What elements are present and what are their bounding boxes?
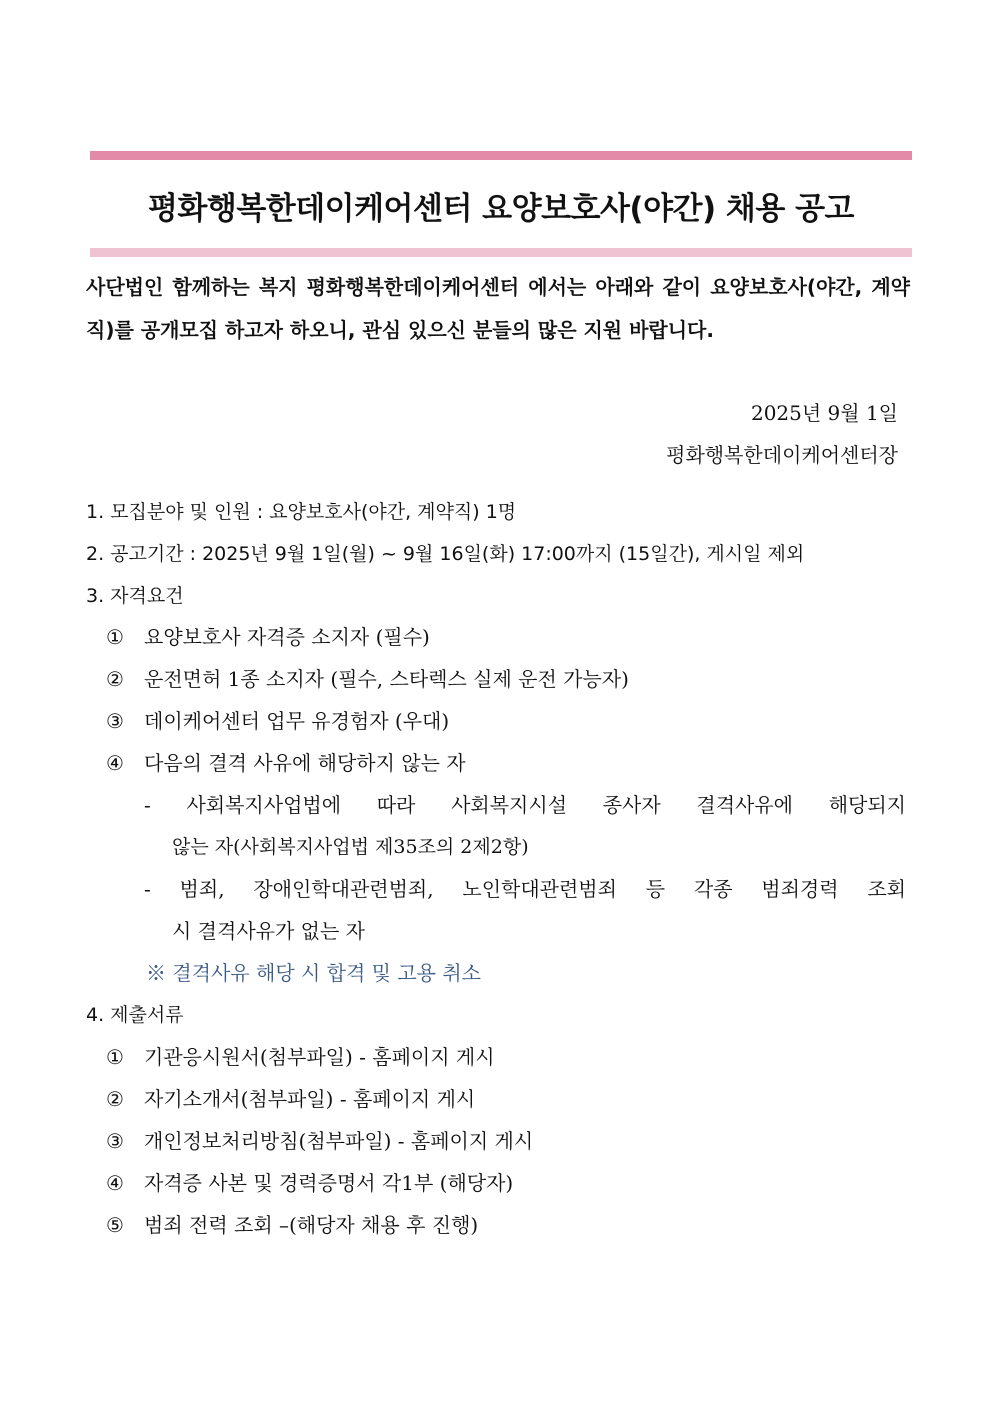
disqualification-item-1: - 사회복지사업법에 따라 사회복지시설 종사자 결격사유에 해당되지	[144, 793, 906, 817]
item-number: ⑤	[106, 1213, 124, 1237]
item-text: 데이케어센터 업무 유경험자 (우대)	[144, 709, 450, 733]
item-text: 범죄 전력 조회 –(해당자 채용 후 진행)	[144, 1213, 479, 1237]
item-number: ③	[106, 709, 124, 733]
section-qualifications-heading: 3. 자격요건	[86, 585, 184, 607]
title-bottom-bar	[90, 248, 912, 257]
list-item	[106, 1037, 495, 1077]
section-recruitment: 1. 모집분야 및 인원 : 요양보호사(야간, 계약직) 1명	[86, 501, 517, 523]
section-documents-heading: 4. 제출서류	[86, 1004, 184, 1026]
announcement-date: 2025년 9월 1일	[750, 401, 898, 425]
item-text: 다음의 결격 사유에 해당하지 않는 자	[144, 751, 466, 775]
item-number: ④	[106, 1171, 124, 1195]
item-number: ②	[106, 1087, 124, 1111]
list-item	[106, 743, 466, 783]
item-number: ③	[106, 1129, 124, 1153]
item-text: 운전면허 1종 소지자 (필수, 스타렉스 실제 운전 가능자)	[144, 667, 629, 691]
item-number: ④	[106, 751, 124, 775]
section-period: 2. 공고기간 : 2025년 9월 1일(월) ~ 9월 16일(화) 17:00까지 (15일간), 게시일 제외	[86, 543, 805, 565]
list-item	[106, 617, 430, 657]
item-number: ②	[106, 667, 124, 691]
list-item	[106, 1121, 533, 1161]
disqualification-item-2-continued: 시 결격사유가 없는 자	[172, 919, 365, 943]
item-text: 자기소개서(첨부파일) - 홈페이지 게시	[144, 1087, 476, 1111]
disqualification-item-2: - 범죄, 장애인학대관련범죄, 노인학대관련범죄 등 각종 범죄경력 조회	[144, 877, 906, 901]
item-text: 기관응시원서(첨부파일) - 홈페이지 게시	[144, 1045, 495, 1069]
list-item	[106, 659, 629, 699]
list-item	[106, 1163, 513, 1203]
item-text: 요양보호사 자격증 소지자 (필수)	[144, 625, 430, 649]
list-item	[106, 701, 449, 741]
item-text: 개인정보처리방침(첨부파일) - 홈페이지 게시	[144, 1129, 534, 1153]
disqualification-item-1-continued: 않는 자(사회복지사업법 제35조의 2제2항)	[172, 836, 529, 858]
list-item	[106, 1205, 478, 1245]
item-number: ①	[106, 625, 124, 649]
item-number: ①	[106, 1045, 124, 1069]
list-item	[106, 1079, 475, 1119]
page-title: 평화행복한데이케어센터 요양보호사(야간) 채용 공고	[147, 191, 855, 227]
issuer-name: 평화행복한데이케어센터장	[666, 443, 898, 467]
title-top-bar	[90, 151, 912, 160]
cancellation-note: ※ 결격사유 해당 시 합격 및 고용 취소	[146, 961, 481, 985]
intro-paragraph: 사단법인 함께하는 복지 평화행복한데이케어센터 에서는 아래와 같이 요양보호사(야간, 계약직)를 공개모집 하고자 하오니, 관심 있으신 분들의 많은 지원 바랍니다.	[86, 275, 910, 342]
item-text: 자격증 사본 및 경력증명서 각1부 (해당자)	[144, 1171, 514, 1195]
